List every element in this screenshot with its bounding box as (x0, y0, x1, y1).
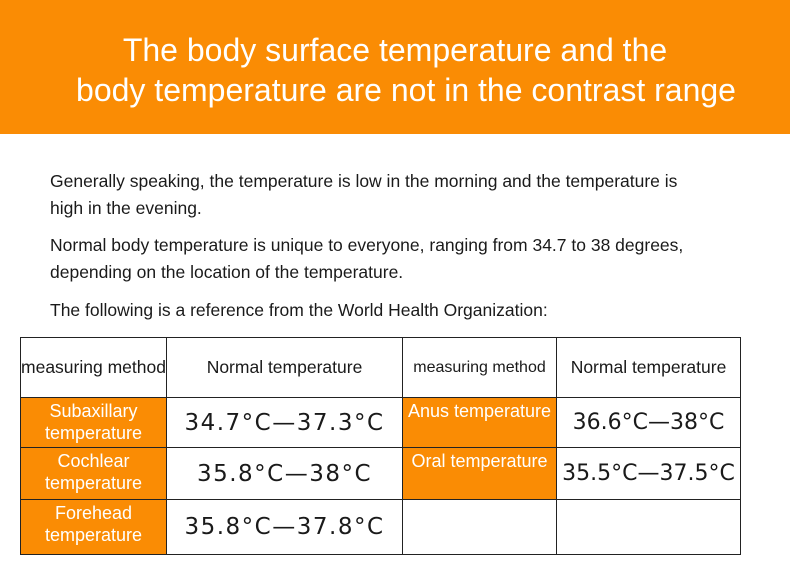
table-row (21, 500, 741, 555)
method-subaxillary: Subaxillary temperature (21, 398, 167, 448)
range-oral: 35.5°C—37.5°C (557, 448, 741, 500)
method-anus: Anus temperature (403, 398, 557, 448)
temperature-reference-table (20, 337, 741, 555)
range-forehead: 35.8°C—37.8°C (167, 500, 403, 555)
header-measuring-method-right: measuring method (403, 338, 557, 398)
range-anus: 36.6°C—38°C (557, 398, 741, 448)
table-header-row (21, 338, 741, 398)
title-banner (0, 0, 790, 134)
page-title-line-2: body temperature are not in the contrast range (76, 72, 736, 108)
method-forehead: Forehead temperature (21, 500, 167, 555)
header-normal-temperature-left: Normal temperature (167, 338, 403, 398)
paragraph-normal-range: Normal body temperature is unique to everyone, ranging from 34.7 to 38 degrees, depending on the location of the temperature. (50, 235, 684, 282)
empty-cell (557, 500, 741, 555)
method-cochlear: Cochlear temperature (21, 448, 167, 500)
page-title-line-1: The body surface temperature and the (122, 32, 668, 68)
header-measuring-method-left: measuring method (21, 338, 167, 398)
paragraph-who-reference: The following is a reference from the World Health Organization: (50, 300, 548, 320)
method-oral: Oral temperature (403, 448, 557, 500)
table-row (21, 448, 741, 500)
range-subaxillary: 34.7°C—37.3°C (167, 398, 403, 448)
empty-cell (403, 500, 557, 555)
paragraph-daily-variation: Generally speaking, the temperature is low in the morning and the temperature is high in the evening. (50, 171, 678, 218)
table-row (21, 398, 741, 448)
range-cochlear: 35.8°C—38°C (167, 448, 403, 500)
header-normal-temperature-right: Normal temperature (557, 338, 741, 398)
